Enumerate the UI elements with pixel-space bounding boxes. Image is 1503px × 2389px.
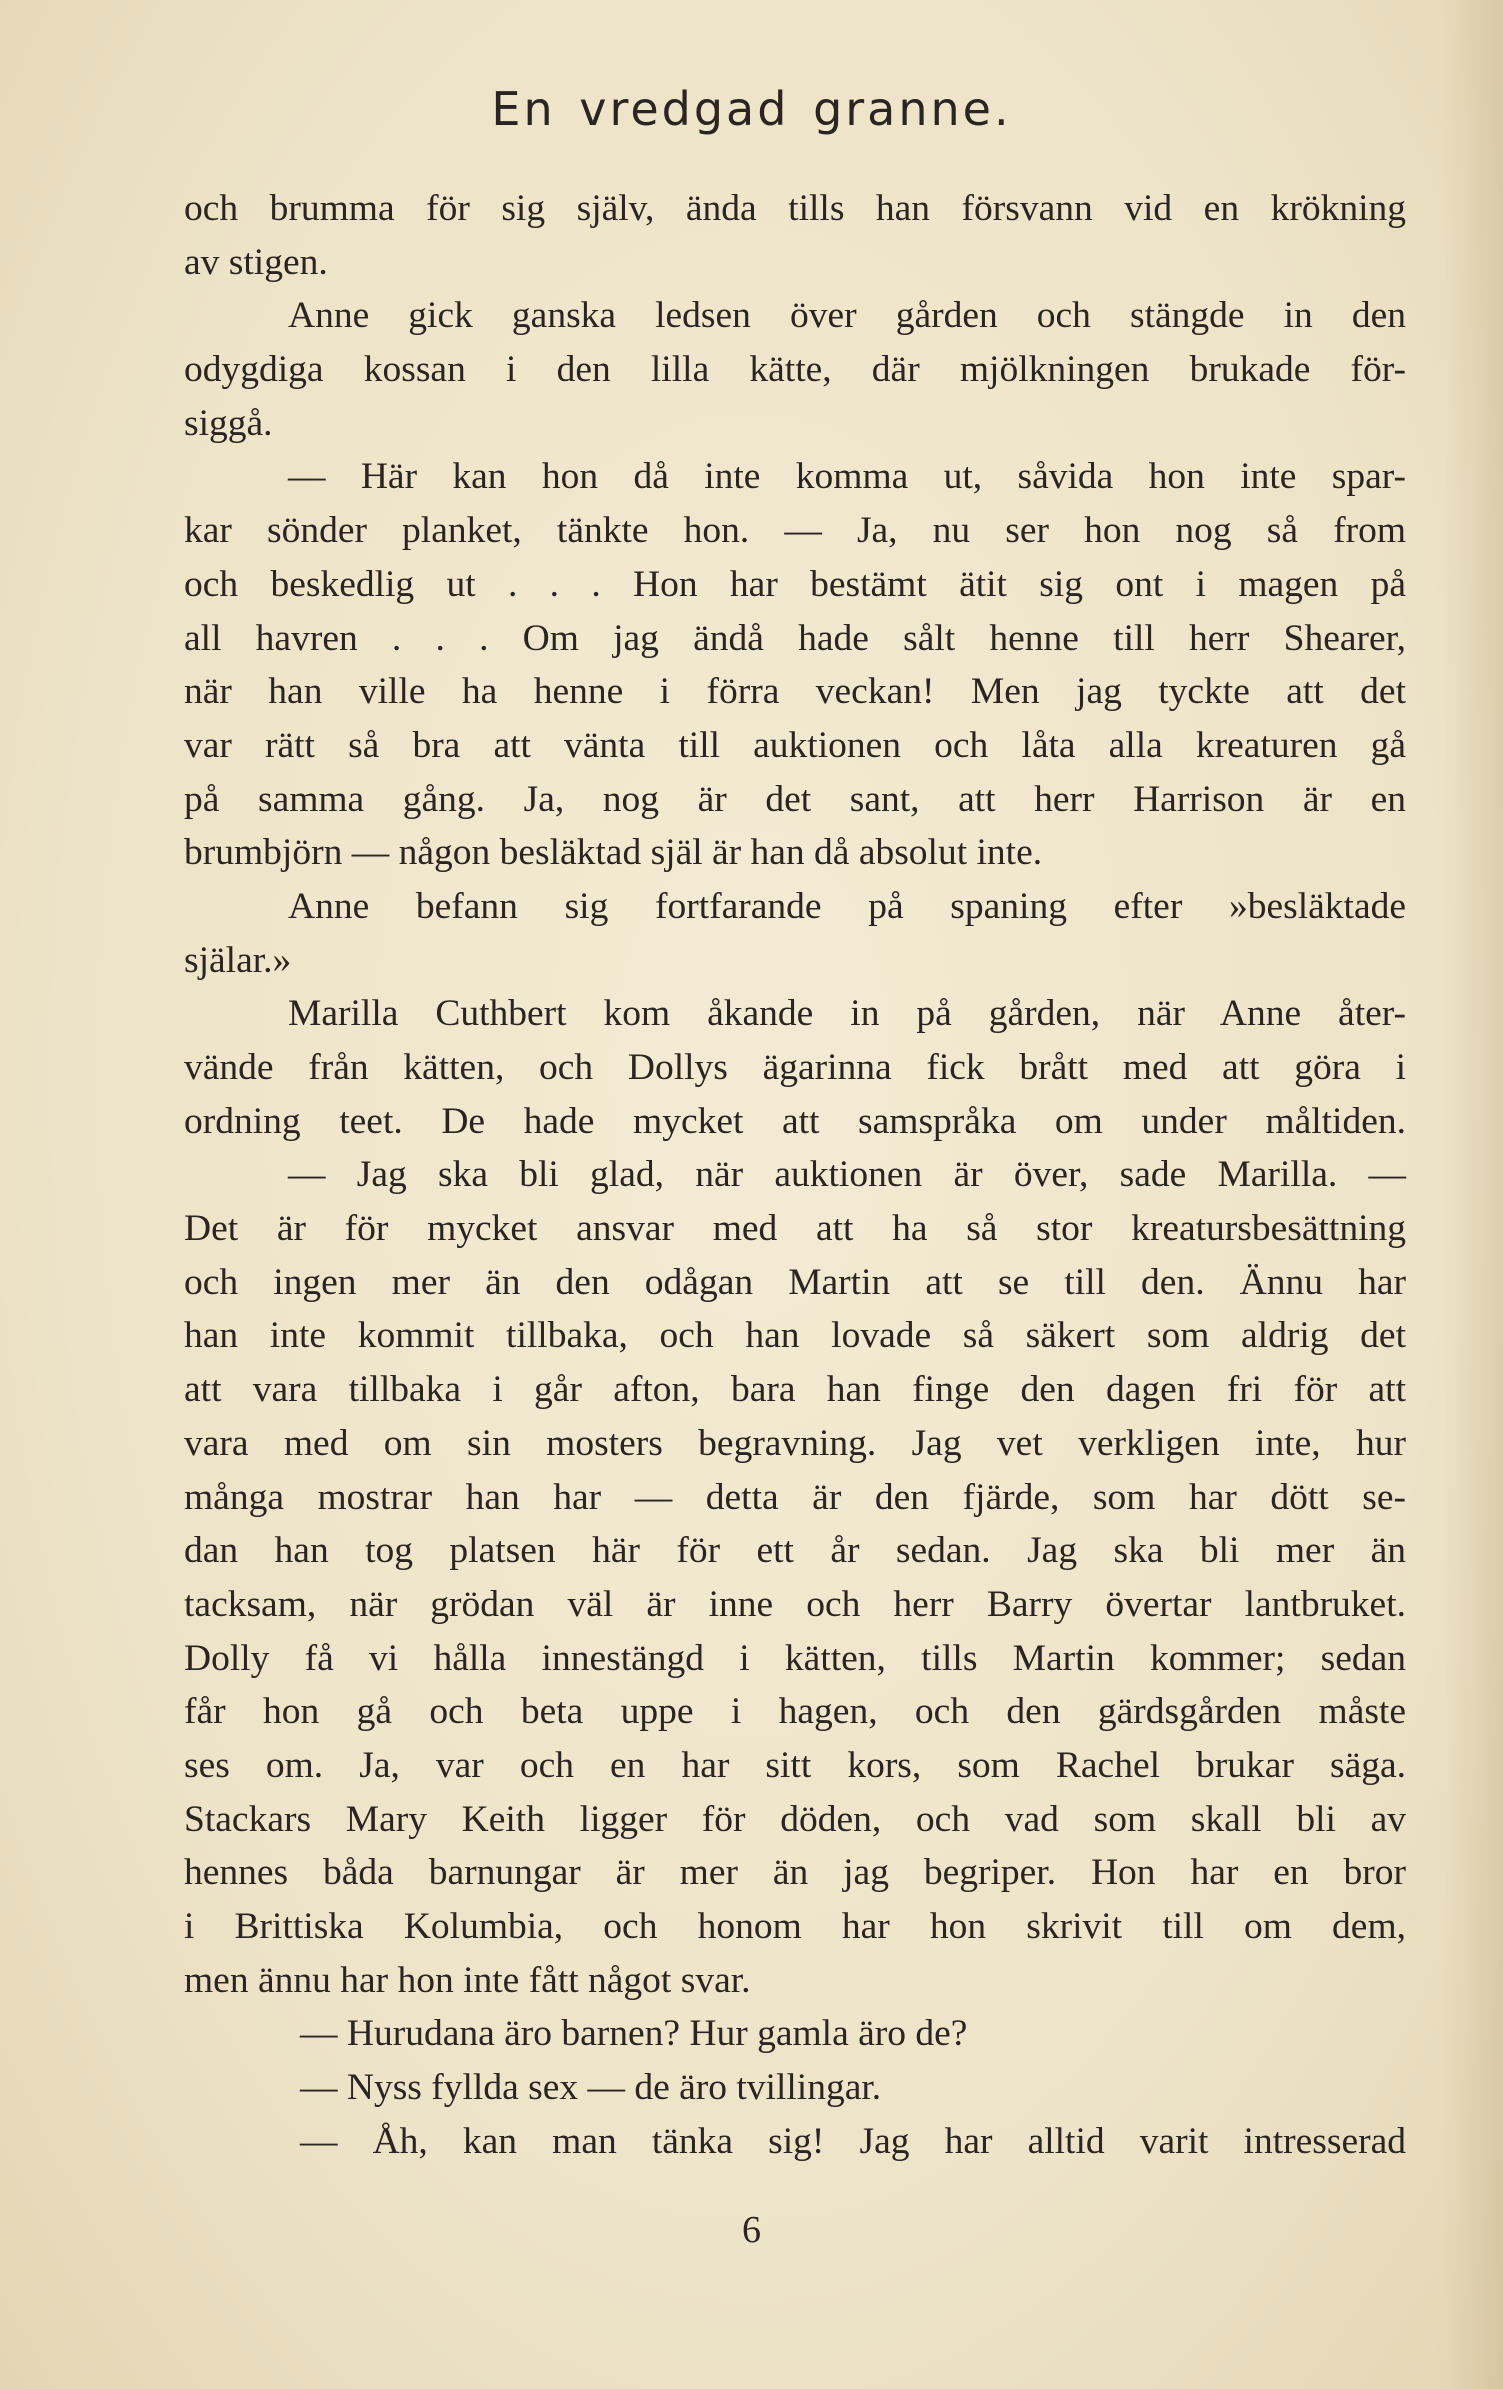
text-line: men ännu har hon inte fått något svar. [184,1959,751,2001]
text-line: många mostrar han har — detta är den fjärde, som har dött se- [184,1476,1406,1518]
text-line: Det är för mycket ansvar med att ha så stor kreatursbesättning [184,1208,1406,1250]
text-line: dan han tog platsen här för ett år sedan. Jag ska bli mer än [184,1530,1406,1572]
text-line: — Här kan hon då inte komma ut, såvida hon inte spar- [288,456,1406,498]
text-line: och brumma för sig själv, ända tills han försvann vid en krökning [184,188,1406,229]
text-line: var rätt så bra att vänta till auktionen och låta alla kreaturen gå [184,724,1406,766]
text-line: odygdiga kossan i den lilla kätte, där mjölkningen brukade för- [184,349,1406,391]
text-line: Marilla Cuthbert kom åkande in på gården, när Anne åter- [288,993,1406,1035]
text-line: — Hurudana äro barnen? Hur gamla äro de? [300,2013,968,2055]
text-line: — Nyss fyllda sex — de äro tvillingar. [300,2067,882,2109]
text-line: kar sönder planket, tänkte hon. — Ja, nu ser hon nog så from [184,510,1406,552]
text-line: — Jag ska bli glad, när auktionen är över, sade Marilla. — [288,1154,1406,1196]
text-line: all havren . . . Om jag ändå hade sålt henne till herr Shearer, [184,617,1406,659]
text-line: ses om. Ja, var och en har sitt kors, som Rachel brukar säga. [184,1744,1406,1786]
text-line: brumbjörn — någon besläktad själ är han då absolut inte. [184,832,1043,874]
text-line: han inte kommit tillbaka, och han lovade så säkert som aldrig det [184,1315,1406,1357]
text-line: när han ville ha henne i förra veckan! Men jag tyckte att det [184,671,1406,713]
text-line: Anne gick ganska ledsen över gården och stängde in den [288,295,1406,337]
text-line: på samma gång. Ja, nog är det sant, att herr Harrison är en [184,778,1406,820]
text-line: att vara tillbaka i går afton, bara han finge den dagen fri för att [184,1369,1406,1411]
body-text [184,182,1406,2168]
text-line: Stackars Mary Keith ligger för döden, och vad som skall bli av [184,1798,1406,1840]
text-line: själar.» [184,939,292,981]
text-line: vände från kätten, och Dollys ägarinna fick brått med att göra i [184,1047,1406,1088]
text-line: hennes båda barnungar är mer än jag begriper. Hon har en bror [184,1852,1406,1894]
text-line: siggå. [184,402,273,444]
text-line: och ingen mer än den odågan Martin att se till den. Ännu har [184,1261,1406,1303]
text-line: i Brittiska Kolumbia, och honom har hon skrivit till om dem, [184,1906,1406,1947]
text-line: och beskedlig ut . . . Hon har bestämt ätit sig ont i magen på [184,563,1406,605]
text-line: Anne befann sig fortfarande på spaning efter »besläktade [288,885,1406,927]
page-edge-shadow [1443,0,1503,2389]
text-line: vara med om sin mosters begravning. Jag vet verkligen inte, hur [184,1422,1406,1464]
page-number: 6 [742,2209,761,2251]
text-line: tacksam, när grödan väl är inne och herr Barry övertar lantbruket. [184,1583,1406,1625]
text-line: av stigen. [184,241,328,283]
running-title: En vredgad granne. [491,82,1012,136]
text-line: — Åh, kan man tänka sig! Jag har alltid varit intresserad [300,2120,1406,2162]
text-line: ordning teet. De hade mycket att samspråka om under måltiden. [184,1100,1406,1142]
text-line: får hon gå och beta uppe i hagen, och den gärdsgården måste [184,1691,1406,1733]
text-line: Dolly få vi hålla innestängd i kätten, tills Martin kommer; sedan [184,1637,1406,1679]
